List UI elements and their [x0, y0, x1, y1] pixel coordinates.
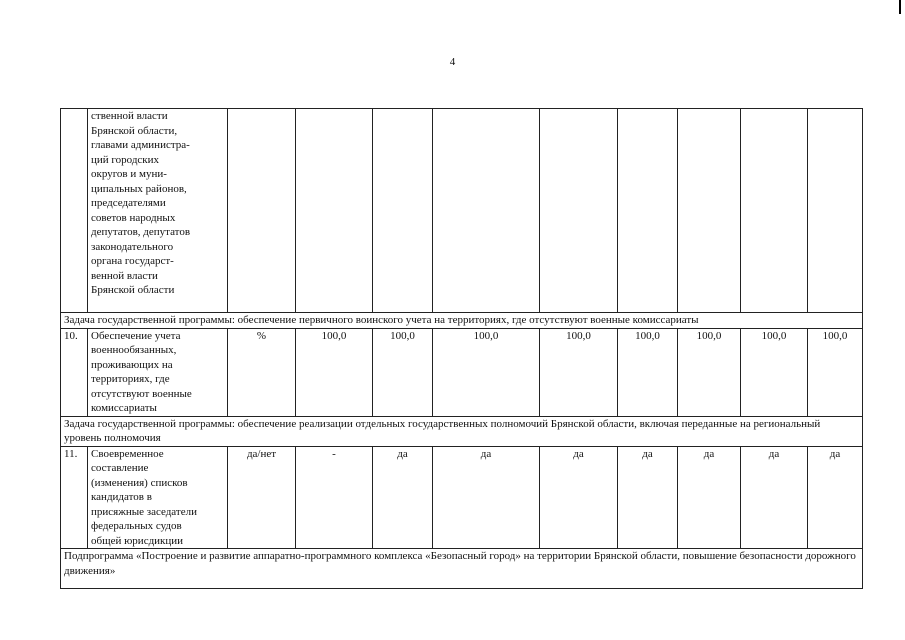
section-heading: Задача государственной программы: обеспечение реализации отдельных государственных полномочий Брянской области, включая переданные на региональный уровень полномочия	[61, 416, 863, 446]
page-edge-mark	[899, 0, 901, 14]
value-cell: да	[618, 446, 678, 549]
section-row	[61, 416, 863, 446]
row-number-cell: 11.	[61, 446, 88, 549]
name-line: отсутствуют военные	[91, 387, 192, 400]
value-cell	[373, 109, 433, 313]
value-cell	[678, 109, 741, 313]
name-line: законодательного	[91, 240, 174, 253]
value-cell	[808, 109, 863, 313]
name-line: Брянской области,	[91, 124, 178, 137]
name-line: составление	[91, 462, 149, 474]
value-cell: да	[678, 446, 741, 549]
name-line: органа государст-	[91, 255, 174, 267]
value-cell: да	[808, 446, 863, 549]
value-cell: 100,0	[373, 328, 433, 416]
row-number-cell	[61, 109, 88, 313]
name-line: венной власти	[91, 269, 158, 282]
value-cell: 100,0	[678, 328, 741, 416]
name-line: (изменения) списков	[91, 476, 188, 489]
name-line: ций городских	[91, 153, 160, 166]
value-cell: да	[433, 446, 540, 549]
name-line: военнообязанных,	[91, 344, 177, 356]
name-line: Брянской области	[91, 284, 175, 296]
name-line: ципальных районов,	[91, 182, 187, 195]
name-line: присяжные заседатели	[91, 505, 197, 518]
section-row	[61, 313, 863, 329]
indicator-name-cell	[88, 328, 228, 416]
value-cell: да	[540, 446, 618, 549]
name-line: проживающих на	[91, 358, 173, 371]
name-line: Своевременное	[91, 447, 164, 460]
unit-cell: да/нет	[228, 446, 296, 549]
name-line: главами администра-	[91, 139, 190, 151]
section-heading: Задача государственной программы: обеспечение первичного воинского учета на территориях, где отсутствуют военные комиссариаты	[61, 313, 863, 329]
value-cell	[433, 109, 540, 313]
indicator-name-cell	[88, 446, 228, 549]
unit-cell: %	[228, 328, 296, 416]
value-cell	[741, 109, 808, 313]
name-line: председателями	[91, 197, 166, 209]
value-cell: 100,0	[433, 328, 540, 416]
name-line: округов и муни-	[91, 168, 167, 180]
row-number-cell: 10.	[61, 328, 88, 416]
name-line: комиссариаты	[91, 402, 157, 414]
value-cell: 100,0	[540, 328, 618, 416]
value-cell: да	[741, 446, 808, 549]
value-cell: -	[296, 446, 373, 549]
value-cell: да	[373, 446, 433, 549]
value-cell	[296, 109, 373, 313]
section-row	[61, 549, 863, 589]
name-line: территориях, где	[91, 373, 170, 385]
unit-cell	[228, 109, 296, 313]
value-cell: 100,0	[618, 328, 678, 416]
value-cell	[618, 109, 678, 313]
name-line: советов народных	[91, 211, 176, 224]
name-line: общей юрисдикции	[91, 534, 184, 547]
name-line: ственной власти	[91, 110, 168, 122]
table-row	[61, 109, 863, 313]
value-cell: 100,0	[808, 328, 863, 416]
name-line: кандидатов в	[91, 491, 152, 503]
name-line: Обеспечение учета	[91, 329, 181, 342]
table-row	[61, 328, 863, 416]
value-cell	[540, 109, 618, 313]
subprogram-heading: Подпрограмма «Построение и развитие аппаратно-программного комплекса «Безопасный город» на территории Брянской области, повышение безопасности дорожного движения»	[61, 549, 863, 589]
table-row	[61, 446, 863, 549]
page-number: 4	[449, 56, 456, 68]
indicator-name-cell	[88, 109, 228, 313]
indicators-table	[60, 108, 863, 589]
value-cell: 100,0	[741, 328, 808, 416]
name-line: федеральных судов	[91, 520, 182, 532]
name-line: депутатов, депутатов	[91, 226, 191, 238]
value-cell: 100,0	[296, 328, 373, 416]
